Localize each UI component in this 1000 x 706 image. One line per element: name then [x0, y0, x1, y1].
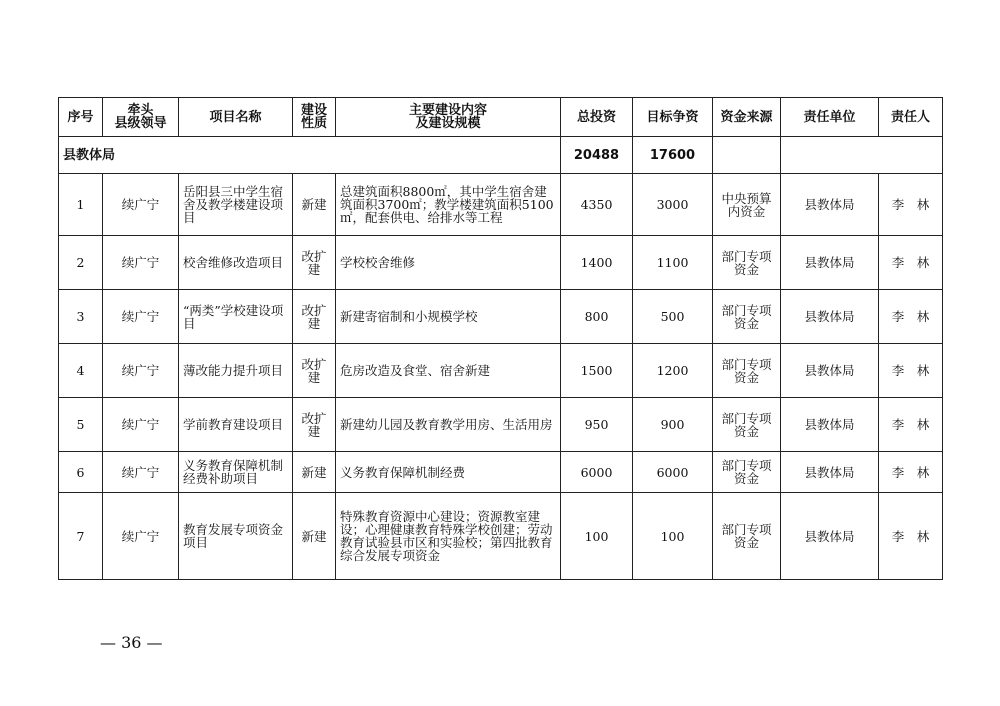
row-target: 6000: [633, 452, 713, 493]
row-total: 100: [561, 493, 633, 580]
row-content: 义务教育保障机制经费: [336, 452, 561, 493]
section-empty-source: [713, 137, 781, 174]
row-leader: 续广宁: [103, 290, 179, 344]
row-no: 3: [59, 290, 103, 344]
row-unit: 县教体局: [781, 290, 879, 344]
row-leader: 续广宁: [103, 493, 179, 580]
table-row: [59, 452, 943, 493]
row-name: 岳阳县三中学生宿舍及教学楼建设项目: [179, 174, 293, 236]
row-total: 1500: [561, 344, 633, 398]
row-person: 李 林: [879, 174, 943, 236]
row-unit: 县教体局: [781, 174, 879, 236]
row-unit: 县教体局: [781, 236, 879, 290]
row-name: 薄改能力提升项目: [179, 344, 293, 398]
row-name: 义务教育保障机制经费补助项目: [179, 452, 293, 493]
row-source: 部门专项资金: [713, 236, 781, 290]
header-target: 目标争资: [633, 98, 713, 137]
row-person: 李 林: [879, 398, 943, 452]
row-no: 7: [59, 493, 103, 580]
header-source: 资金来源: [713, 98, 781, 137]
row-unit: 县教体局: [781, 493, 879, 580]
row-target: 1200: [633, 344, 713, 398]
row-target: 3000: [633, 174, 713, 236]
page-number: — 36 —: [100, 633, 163, 652]
row-total: 950: [561, 398, 633, 452]
row-person: 李 林: [879, 344, 943, 398]
section-target: 17600: [633, 137, 713, 174]
row-content: 新建幼儿园及教育教学用房、生活用房: [336, 398, 561, 452]
header-total: 总投资: [561, 98, 633, 137]
row-no: 5: [59, 398, 103, 452]
row-content: 总建筑面积8800㎡，其中学生宿舍建筑面积3700㎡；教学楼建筑面积5100㎡，配套供电、给排水等工程: [336, 174, 561, 236]
row-no: 2: [59, 236, 103, 290]
section-empty-unit: [781, 137, 943, 174]
row-no: 6: [59, 452, 103, 493]
header-person: 责任人: [879, 98, 943, 137]
row-content: 危房改造及食堂、宿舍新建: [336, 344, 561, 398]
row-source: 部门专项资金: [713, 452, 781, 493]
row-nature: 改扩建: [293, 398, 336, 452]
row-nature: 改扩建: [293, 344, 336, 398]
header-content: 主要建设内容 及建设规模: [336, 98, 561, 137]
header-unit: 责任单位: [781, 98, 879, 137]
row-person: 李 林: [879, 452, 943, 493]
row-name: “两类”学校建设项目: [179, 290, 293, 344]
row-no: 4: [59, 344, 103, 398]
row-leader: 续广宁: [103, 452, 179, 493]
row-source: 部门专项资金: [713, 493, 781, 580]
row-person: 李 林: [879, 493, 943, 580]
header-name: 项目名称: [179, 98, 293, 137]
table-row: [59, 398, 943, 452]
row-nature: 新建: [293, 452, 336, 493]
row-source: 部门专项资金: [713, 290, 781, 344]
row-person: 李 林: [879, 290, 943, 344]
row-unit: 县教体局: [781, 452, 879, 493]
table-row: [59, 236, 943, 290]
row-name: 校舍维修改造项目: [179, 236, 293, 290]
project-table: [58, 97, 943, 580]
row-name: 学前教育建设项目: [179, 398, 293, 452]
row-unit: 县教体局: [781, 344, 879, 398]
row-leader: 续广宁: [103, 398, 179, 452]
section-name: 县教体局: [59, 137, 561, 174]
row-target: 100: [633, 493, 713, 580]
row-source: 部门专项资金: [713, 398, 781, 452]
row-leader: 续广宁: [103, 174, 179, 236]
table-row: [59, 174, 943, 236]
section-total: 20488: [561, 137, 633, 174]
row-nature: 新建: [293, 174, 336, 236]
row-unit: 县教体局: [781, 398, 879, 452]
row-no: 1: [59, 174, 103, 236]
row-target: 1100: [633, 236, 713, 290]
header-no: 序号: [59, 98, 103, 137]
header-leader: 牵头 县级领导: [103, 98, 179, 137]
row-source: 中央预算内资金: [713, 174, 781, 236]
row-person: 李 林: [879, 236, 943, 290]
row-total: 4350: [561, 174, 633, 236]
row-content: 特殊教育资源中心建设；资源教室建设；心理健康教育特殊学校创建；劳动教育试验县市区和实验校；第四批教育综合发展专项资金: [336, 493, 561, 580]
header-nature: 建设 性质: [293, 98, 336, 137]
table-row: [59, 493, 943, 580]
row-target: 500: [633, 290, 713, 344]
section-row: [59, 137, 943, 174]
row-content: 新建寄宿制和小规模学校: [336, 290, 561, 344]
row-total: 800: [561, 290, 633, 344]
row-name: 教育发展专项资金项目: [179, 493, 293, 580]
row-target: 900: [633, 398, 713, 452]
row-nature: 新建: [293, 493, 336, 580]
row-total: 1400: [561, 236, 633, 290]
table-row: [59, 290, 943, 344]
row-nature: 改扩建: [293, 236, 336, 290]
row-source: 部门专项资金: [713, 344, 781, 398]
row-content: 学校校舍维修: [336, 236, 561, 290]
row-leader: 续广宁: [103, 236, 179, 290]
row-leader: 续广宁: [103, 344, 179, 398]
header-row: [59, 98, 943, 137]
table-row: [59, 344, 943, 398]
row-nature: 改扩建: [293, 290, 336, 344]
row-total: 6000: [561, 452, 633, 493]
